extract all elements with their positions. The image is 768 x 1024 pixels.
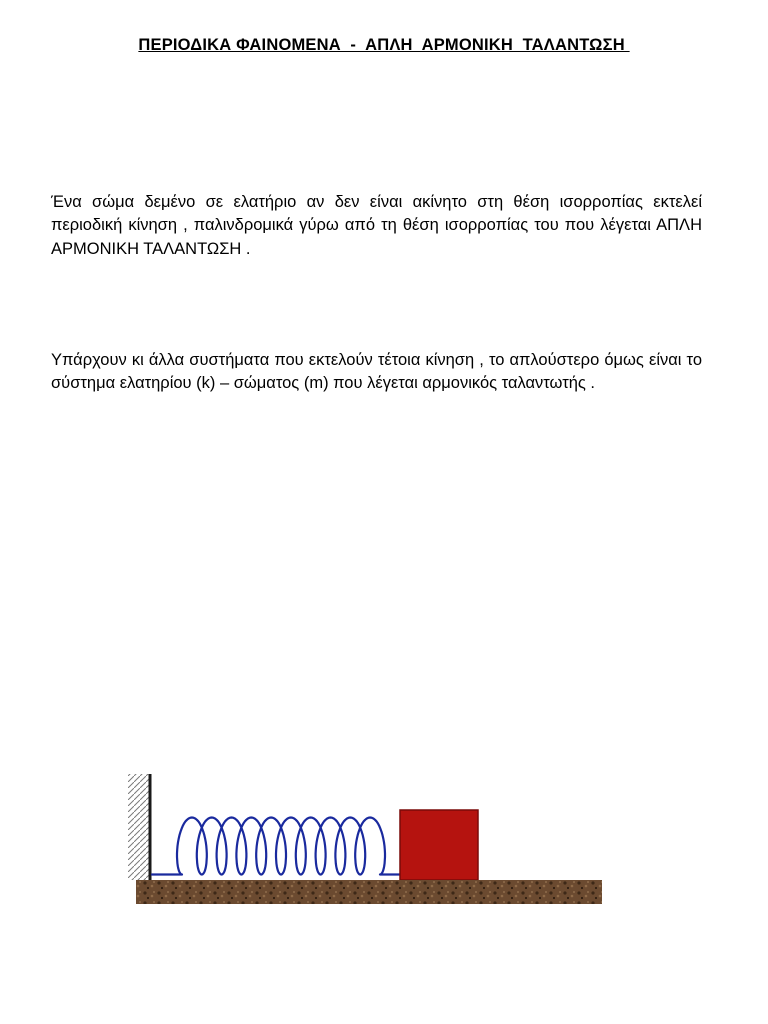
ground bbox=[136, 880, 602, 904]
spring-mass-figure bbox=[128, 770, 604, 908]
mass-block bbox=[400, 810, 478, 880]
paragraph-intro: Ένα σώμα δεμένο σε ελατήριο αν δεν είναι ακίνητο στη θέση ισορροπίας εκτελεί περιοδική κίνηση , παλινδρομικά γύρω από τη θέση ισορροπίας του που λέγεται ΑΠΛΗ ΑΡΜΟΝΙΚΗ ΤΑΛΑΝΤΩΣΗ . bbox=[51, 192, 712, 258]
wall-hatch bbox=[128, 774, 150, 880]
paragraph-oscillator: Υπάρχουν κι άλλα συστήματα που εκτελούν τέτοια κίνηση , το απλούστερο όμως είναι το σύστημα ελατηρίου (k) – σώματος (m) που λέγεται αρμονικός ταλαντωτής . bbox=[51, 350, 707, 392]
spring-mass-svg bbox=[128, 770, 604, 908]
spring bbox=[152, 818, 400, 875]
page-title: ΠΕΡΙΟΔΙΚΑ ΦΑΙΝΟΜΕΝΑ - ΑΠΛΗ ΑΡΜΟΝΙΚΗ ΤΑΛΑΝΤΩΣΗ bbox=[138, 36, 630, 54]
